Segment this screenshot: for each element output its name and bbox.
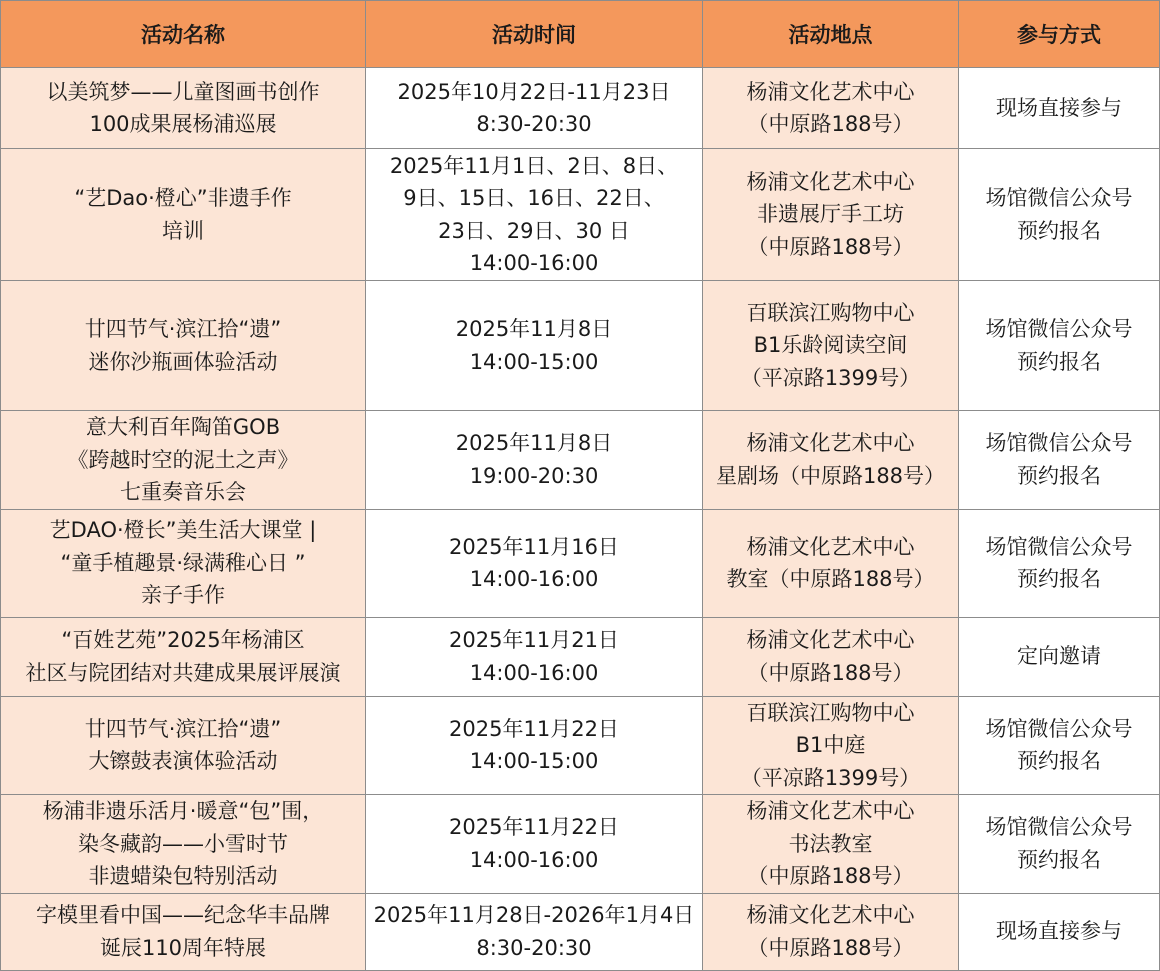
cell-participation [959, 617, 1160, 696]
cell-activity-place-line: （中原路188号） [747, 112, 914, 136]
cell-activity-time-line: 23日、29日、30 日 [438, 218, 630, 243]
cell-activity-time-line: 14:00-15:00 [469, 349, 599, 374]
header-activity-time: 活动时间 [366, 1, 703, 68]
cell-activity-time-line: 8:30-20:30 [476, 112, 592, 136]
cell-participation-line: 场馆微信公众号 [985, 534, 1133, 559]
cell-activity-place-line: （平凉路1399号） [740, 365, 921, 390]
cell-activity-place-line: （中原路188号） [747, 660, 914, 685]
table-row [1, 509, 1160, 617]
cell-activity-name-line: 大镲鼓表演体验活动 [88, 749, 278, 774]
cell-participation [959, 68, 1160, 149]
cell-activity-name-line: 廿四节气·滨江拾“遗” [84, 317, 282, 341]
cell-activity-name-line: 以美筑梦——儿童图画书创作 [46, 79, 320, 104]
table-row [1, 68, 1160, 149]
cell-activity-place-line: （平凉路1399号） [740, 765, 921, 790]
cell-participation-line: 场馆微信公众号 [985, 815, 1133, 840]
cell-activity-time [366, 795, 703, 894]
cell-activity-name-line: 社区与院团结对共建成果展评展演 [25, 660, 341, 685]
cell-participation-line: 场馆微信公众号 [985, 317, 1133, 341]
cell-participation-line: 预约报名 [1017, 349, 1101, 374]
cell-activity-name-line: “艺Dao·橙心”非遗手作 [74, 186, 292, 210]
cell-activity-time [366, 281, 703, 411]
cell-activity-place-line: B1乐龄阅读空间 [753, 333, 908, 358]
table-row [1, 149, 1160, 281]
cell-activity-time-line: 2025年11月8日 [455, 431, 613, 456]
cell-activity-name-line: 意大利百年陶笛GOB [85, 415, 281, 439]
cell-activity-name-line: 100成果展杨浦巡展 [89, 112, 277, 136]
cell-activity-place-line: 杨浦文化艺术中心 [746, 79, 915, 104]
cell-activity-time [366, 149, 703, 281]
cell-activity-name-line: 杨浦非遗乐活月·暖意“包”围， [42, 799, 324, 823]
cell-activity-time-line: 14:00-16:00 [469, 567, 599, 591]
table-row [1, 281, 1160, 411]
cell-activity-time-line: 2025年11月21日 [449, 628, 619, 652]
cell-activity-name-line: 染冬藏韵——小雪时节 [78, 831, 288, 856]
cell-activity-name-line: 艺DAO·橙长”美生活大课堂 | [49, 518, 317, 543]
cell-activity-name [1, 68, 366, 149]
cell-participation-line: 现场直接参与 [996, 95, 1122, 120]
cell-participation-line: 预约报名 [1017, 847, 1101, 872]
cell-activity-name [1, 411, 366, 510]
cell-participation-line: 场馆微信公众号 [985, 431, 1133, 456]
cell-activity-place-line: 星剧场（中原路188号） [715, 463, 946, 488]
cell-activity-time [366, 509, 703, 617]
cell-activity-name-line: 七重奏音乐会 [120, 480, 246, 504]
cell-activity-place-line: 非遗展厅手工坊 [757, 202, 904, 227]
cell-activity-name-line: 《跨越时空的泥土之声》 [67, 447, 299, 472]
cell-participation [959, 149, 1160, 281]
cell-participation [959, 893, 1160, 970]
cell-activity-place [703, 795, 959, 894]
cell-activity-name-line: 迷你沙瓶画体验活动 [88, 349, 278, 374]
cell-activity-place-line: （中原路188号） [747, 935, 914, 960]
cell-activity-place [703, 696, 959, 795]
cell-activity-place [703, 411, 959, 510]
cell-participation-line: 预约报名 [1017, 463, 1101, 488]
cell-activity-time-line: 14:00-16:00 [469, 847, 599, 872]
cell-activity-place-line: （中原路188号） [747, 234, 914, 259]
cell-activity-name [1, 795, 366, 894]
cell-activity-place-line: 杨浦文化艺术中心 [746, 169, 915, 194]
cell-activity-place [703, 509, 959, 617]
cell-participation [959, 696, 1160, 795]
cell-activity-name-line: 诞辰110周年特展 [99, 935, 267, 960]
cell-participation-line: 场馆微信公众号 [985, 716, 1133, 741]
cell-activity-place-line: 百联滨江购物中心 [746, 700, 915, 725]
cell-activity-place-line: 百联滨江购物中心 [746, 300, 915, 325]
cell-activity-time [366, 617, 703, 696]
cell-activity-time-line: 2025年11月1日、2日、8日、 [389, 153, 679, 178]
cell-participation-line: 预约报名 [1017, 567, 1101, 591]
cell-activity-place [703, 281, 959, 411]
cell-activity-name [1, 617, 366, 696]
cell-activity-name [1, 893, 366, 970]
cell-activity-time-line: 14:00-15:00 [469, 749, 599, 774]
table-row [1, 893, 1160, 970]
cell-activity-name [1, 281, 366, 411]
table-row [1, 617, 1160, 696]
cell-activity-time-line: 2025年11月28日-2026年1月4日 [373, 903, 695, 927]
cell-activity-name-line: 廿四节气·滨江拾“遗” [84, 716, 282, 741]
cell-activity-time-line: 19:00-20:30 [469, 463, 599, 488]
cell-participation-line: 预约报名 [1017, 749, 1101, 774]
table-row [1, 795, 1160, 894]
header-activity-place: 活动地点 [703, 1, 959, 68]
cell-activity-place-line: B1中庭 [795, 733, 866, 757]
cell-activity-time [366, 68, 703, 149]
cell-activity-name-line: “童手植趣景·绿满稚心日 ” [60, 550, 306, 575]
cell-activity-place-line: 杨浦文化艺术中心 [746, 628, 915, 652]
cell-activity-place-line: 杨浦文化艺术中心 [746, 431, 915, 456]
cell-participation [959, 281, 1160, 411]
cell-activity-time-line: 2025年11月16日 [449, 534, 619, 559]
cell-activity-name [1, 509, 366, 617]
cell-participation-line: 现场直接参与 [996, 919, 1122, 944]
cell-activity-time-line: 2025年10月22日-11月23日 [397, 79, 671, 104]
cell-participation [959, 509, 1160, 617]
cell-activity-time [366, 411, 703, 510]
cell-participation-line: 预约报名 [1017, 218, 1101, 243]
cell-activity-name-line: 非遗蜡染包特别活动 [88, 864, 278, 888]
cell-activity-time-line: 2025年11月22日 [449, 815, 619, 840]
cell-activity-name-line: 亲子手作 [141, 583, 225, 608]
cell-activity-time-line: 9日、15日、16日、22日、 [403, 186, 665, 210]
cell-participation [959, 795, 1160, 894]
cell-activity-place [703, 893, 959, 970]
cell-activity-place [703, 617, 959, 696]
cell-participation [959, 411, 1160, 510]
cell-activity-place-line: 杨浦文化艺术中心 [746, 799, 915, 823]
cell-activity-time-line: 14:00-16:00 [469, 251, 599, 275]
cell-activity-time [366, 893, 703, 970]
cell-participation-line: 场馆微信公众号 [985, 186, 1133, 210]
table-row [1, 411, 1160, 510]
cell-activity-name-line: 培训 [162, 218, 204, 243]
cell-participation-line: 定向邀请 [1017, 644, 1101, 669]
cell-activity-name-line: “百姓艺苑”2025年杨浦区 [61, 628, 305, 652]
cell-activity-place-line: （中原路188号） [747, 864, 914, 888]
cell-activity-name [1, 149, 366, 281]
cell-activity-place [703, 68, 959, 149]
cell-activity-time-line: 14:00-16:00 [469, 660, 599, 685]
cell-activity-place-line: 书法教室 [788, 831, 873, 856]
cell-activity-place-line: 教室（中原路188号） [726, 567, 935, 591]
cell-activity-place [703, 149, 959, 281]
header-participation: 参与方式 [959, 1, 1160, 68]
header-row [1, 1, 1160, 68]
cell-activity-place-line: 杨浦文化艺术中心 [746, 903, 915, 927]
cell-activity-time [366, 696, 703, 795]
cell-activity-name-line: 字模里看中国——纪念华丰品牌 [36, 903, 330, 927]
cell-activity-time-line: 2025年11月22日 [449, 716, 619, 741]
cell-activity-time-line: 2025年11月8日 [455, 317, 613, 341]
table-row [1, 696, 1160, 795]
header-activity-name: 活动名称 [1, 1, 366, 68]
cell-activity-time-line: 8:30-20:30 [476, 935, 592, 960]
cell-activity-name [1, 696, 366, 795]
cell-activity-place-line: 杨浦文化艺术中心 [746, 534, 915, 559]
